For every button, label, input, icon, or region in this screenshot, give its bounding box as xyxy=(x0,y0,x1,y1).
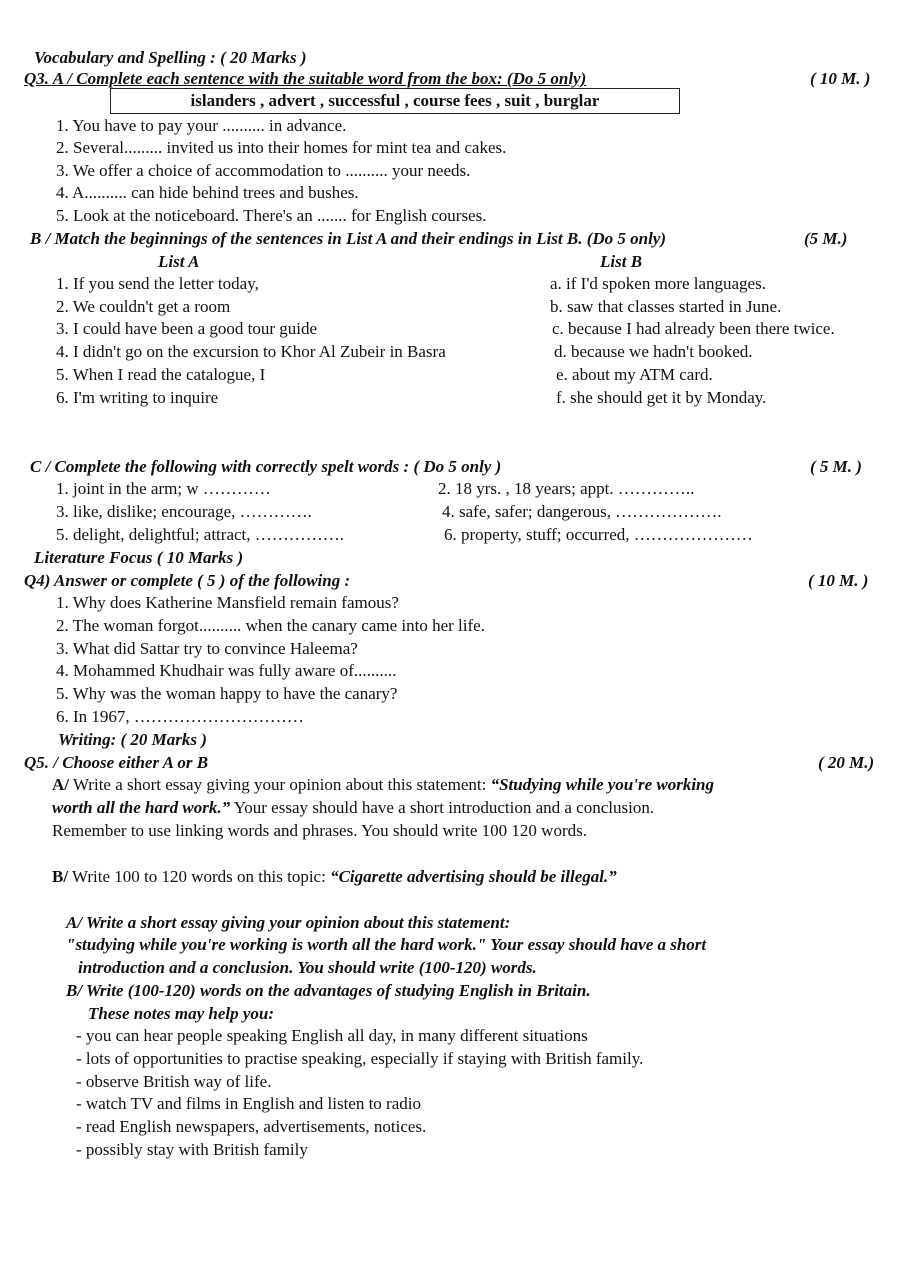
list-a-title: List A xyxy=(158,252,200,271)
q5a-text-1: Write a short essay giving your opinion about this statement: xyxy=(69,775,491,794)
list-a-item-1: 1. If you send the letter today, xyxy=(56,274,259,293)
q3c-item-1: 1. joint in the arm; w ………… xyxy=(56,479,271,498)
q4-item-4: 4. Mohammed Khudhair was fully aware of.......... xyxy=(56,661,397,680)
q3c-item-2: 2. 18 yrs. , 18 years; appt. ………….. xyxy=(438,479,695,498)
word-box: islanders , advert , successful , course fees , suit , burglar xyxy=(110,88,680,114)
list-b-title: List B xyxy=(600,252,643,271)
alt-a-line-3: introduction and a conclusion. You should write (100-120) words. xyxy=(78,958,537,977)
list-a-item-4: 4. I didn't go on the excursion to Khor Al Zubeir in Basra xyxy=(56,342,446,361)
list-b-item-d: d. because we hadn't booked. xyxy=(554,342,753,361)
q4-item-1: 1. Why does Katherine Mansfield remain famous? xyxy=(56,593,399,612)
q3c-item-5: 5. delight, delightful; attract, ……………. xyxy=(56,525,345,544)
q5a-line-1 xyxy=(52,774,714,796)
q5b-line xyxy=(52,866,617,888)
q3a-instruction: Q3. A / Complete each sentence with the suitable word from the box: (Do 5 only) xyxy=(24,69,587,88)
section-heading-writing: Writing: ( 20 Marks ) xyxy=(58,730,207,749)
note-3: - observe British way of life. xyxy=(76,1072,272,1091)
q3c-marks: ( 5 M. ) xyxy=(810,457,862,476)
q5a-lead: A/ xyxy=(52,775,69,794)
q3a-item-2: 2. Several......... invited us into their homes for mint tea and cakes. xyxy=(56,138,507,157)
list-b-item-b: b. saw that classes started in June. xyxy=(550,297,782,316)
notes-heading: These notes may help you: xyxy=(88,1004,275,1023)
q5b-lead: B/ xyxy=(52,867,69,886)
note-1: - you can hear people speaking English all day, in many different situations xyxy=(76,1026,588,1045)
q5-instruction: Q5. / Choose either A or B xyxy=(24,753,209,772)
q5a-quote-1: “Studying while you're working xyxy=(490,775,715,794)
q3a-item-5: 5. Look at the noticeboard. There's an ....... for English courses. xyxy=(56,206,487,225)
q5a-line-2 xyxy=(52,797,654,819)
q3c-item-3: 3. like, dislike; encourage, …………. xyxy=(56,502,312,521)
q3a-item-3: 3. We offer a choice of accommodation to .......... your needs. xyxy=(56,161,471,180)
alt-b-line: B/ Write (100-120) words on the advantages of studying English in Britain. xyxy=(66,981,591,1000)
list-b-item-e: e. about my ATM card. xyxy=(556,365,713,384)
list-a-item-5: 5. When I read the catalogue, I xyxy=(56,365,266,384)
q3c-item-6: 6. property, stuff; occurred, ………………… xyxy=(444,525,753,544)
q4-item-2: 2. The woman forgot.......... when the canary came into her life. xyxy=(56,616,485,635)
q5b-quote: “Cigarette advertising should be illegal.” xyxy=(330,867,617,886)
q5-marks: ( 20 M.) xyxy=(818,753,875,772)
q4-instruction: Q4) Answer or complete ( 5 ) of the following : xyxy=(24,571,351,590)
note-4: - watch TV and films in English and listen to radio xyxy=(76,1094,421,1113)
list-b-item-f: f. she should get it by Monday. xyxy=(556,388,767,407)
list-a-item-6: 6. I'm writing to inquire xyxy=(56,388,219,407)
note-6: - possibly stay with British family xyxy=(76,1140,308,1159)
section-heading-literature: Literature Focus ( 10 Marks ) xyxy=(34,548,244,567)
q5a-quote-2: worth all the hard work.” xyxy=(52,798,231,817)
section-heading-vocabulary: Vocabulary and Spelling : ( 20 Marks ) xyxy=(34,48,307,67)
q4-item-6: 6. In 1967, ………………………… xyxy=(56,707,304,726)
note-2: - lots of opportunities to practise speaking, especially if staying with British family. xyxy=(76,1049,644,1068)
q3a-marks: ( 10 M. ) xyxy=(810,69,871,88)
list-b-item-a: a. if I'd spoken more languages. xyxy=(550,274,766,293)
q3a-item-1: 1. You have to pay your .......... in advance. xyxy=(56,116,347,135)
list-b-item-c: c. because I had already been there twice. xyxy=(552,319,835,338)
alt-a-line-1: A/ Write a short essay giving your opinion about this statement: xyxy=(66,913,511,932)
list-a-item-2: 2. We couldn't get a room xyxy=(56,297,231,316)
q4-item-5: 5. Why was the woman happy to have the canary? xyxy=(56,684,398,703)
q5a-text-2: Your essay should have a short introduction and a conclusion. xyxy=(230,798,655,817)
q3c-item-4: 4. safe, safer; dangerous, ………………. xyxy=(442,502,722,521)
q3b-marks: (5 M.) xyxy=(804,229,848,248)
q3a-item-4: 4. A.......... can hide behind trees and bushes. xyxy=(56,183,359,202)
note-5: - read English newspapers, advertisements, notices. xyxy=(76,1117,427,1136)
q4-item-3: 3. What did Sattar try to convince Haleema? xyxy=(56,639,358,658)
list-a-item-3: 3. I could have been a good tour guide xyxy=(56,319,318,338)
alt-a-line-2: "studying while you're working is worth all the hard work." Your essay should have a short xyxy=(66,935,707,954)
q3b-instruction: B / Match the beginnings of the sentences in List A and their endings in List B. (Do 5 only) xyxy=(30,229,667,248)
q4-marks: ( 10 M. ) xyxy=(808,571,869,590)
q3c-instruction: C / Complete the following with correctly spelt words : ( Do 5 only ) xyxy=(30,457,502,476)
q5b-text: Write 100 to 120 words on this topic: xyxy=(68,867,331,886)
q5a-line-3: Remember to use linking words and phrases. You should write 100 120 words. xyxy=(52,821,587,840)
